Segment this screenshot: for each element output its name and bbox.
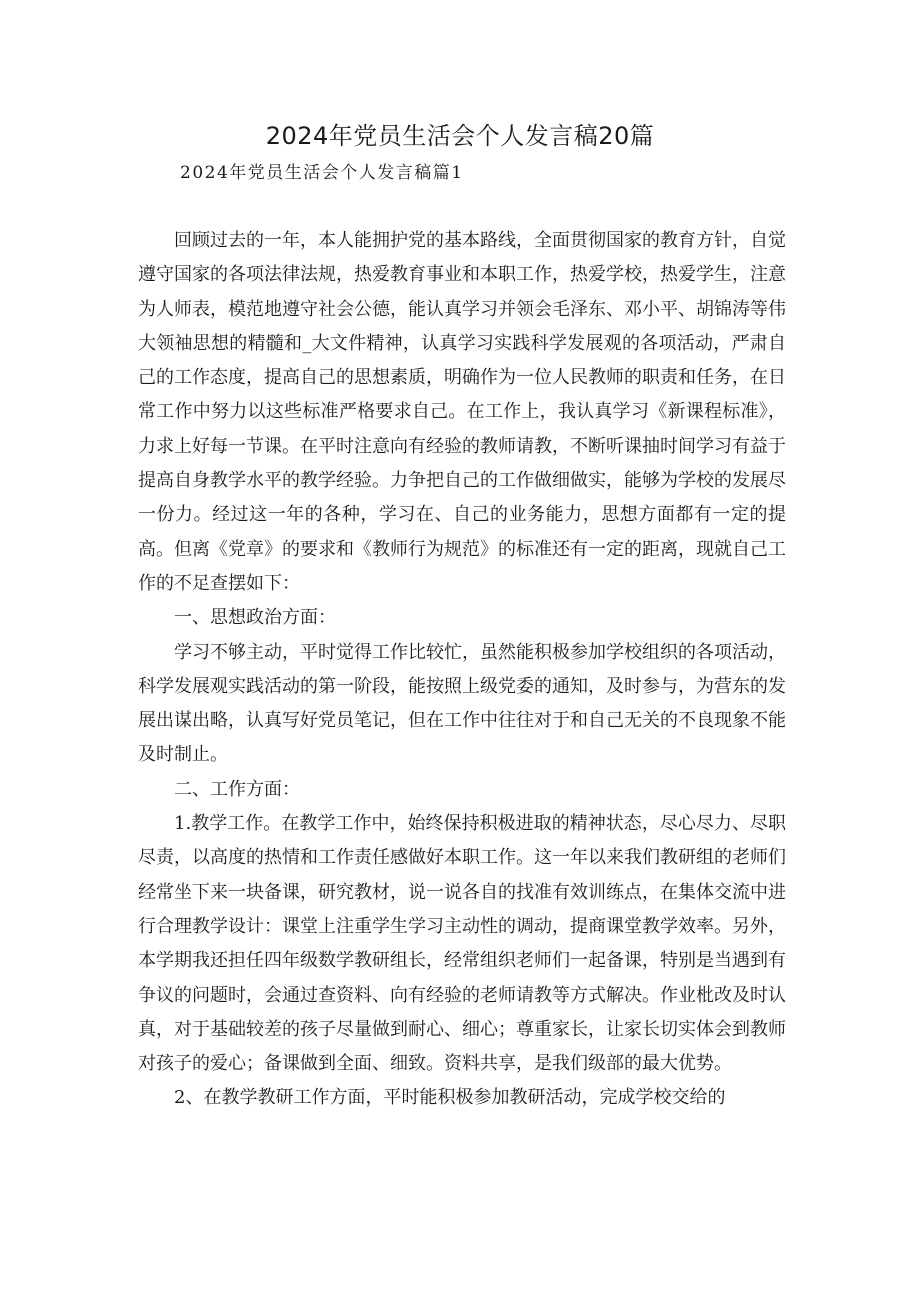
paragraph-intro: 回顾过去的一年，本人能拥护党的基本路线，全面贯彻国家的教育方针，自觉遵守国家的各项法律法规，热爱教育事业和本职工作，热爱学校，热爱学生，注意为人师表，模范地遵守社会公德，能认真学习并领会毛泽东、邓小平、胡锦涛等伟大领袖思想的精髓和_大文件精神，认真学习实践科学发展观的各项活动，严肃自己的工作态度，提高自己的思想素质，明确作为一位人民教师的职责和任务，在日常工作中努力以这些标准严格要求自己。在工作上，我认真学习《新课程标准》，力求上好每一节课。在平时注意向有经验的教师请教，不断听课抽时间学习有益于提高自身教学水平的教学经验。力争把自己的工作做细做实，能够为学校的发展尽一份力。经过这一年的各种，学习在、自己的业务能力，思想方面都有一定的提高。但离《党章》的要求和《教师行为规范》的标准还有一定的距离，现就自己工作的不足查摆如下： (138, 230, 786, 594)
paragraph-teaching: 1.教学工作。在教学工作中，始终保持积极进取的精神状态，尽心尽力、尽职尽责，以高度的热情和工作责任感做好本职工作。这一年以来我们教研组的老师们经常坐下来一块备课，研究教材，说一说各自的找准有效训练点，在集体交流中进行合理教学设计：课堂上注重学生学习主动性的调动，提商课堂教学效率。另外，本学期我还担任四年级数学教研组长，经常组织老师们一起备课，特别是当遇到有争议的问题时，会通过查资料、向有经验的老师请教等方式解决。作业枇改及时认真，对于基础较差的孩子尽量做到耐心、细心；尊重家长，让家长切实体会到教师对孩子的爱心；备课做到全面、细致。资料共享，是我们级部的最大优势。 (138, 813, 786, 1075)
paragraph-ideology: 学习不够主动，平时觉得工作比较忙，虽然能积极参加学校组织的各项活动，科学发展观实践活动的第一阶段，能按照上级党委的通知，及时参与，为营东的发展出谋出略，认真写好党员笔记，但在工作中往往对于和自己无关的不良现象不能及时制止。 (138, 641, 786, 766)
heading-ideology: 一、思想政治方面： (174, 607, 336, 629)
section-heading: 2024年党员生活会个人发言稿篇1 (180, 163, 464, 183)
paragraph-research: 2、在教学教研工作方面，平时能积极参加教研活动，完成学校交给的 (174, 1087, 726, 1109)
heading-work: 二、工作方面： (174, 778, 300, 800)
document-title: 2024年党员生活会个人发言稿20篇 (265, 122, 655, 150)
document-body (138, 224, 786, 1116)
